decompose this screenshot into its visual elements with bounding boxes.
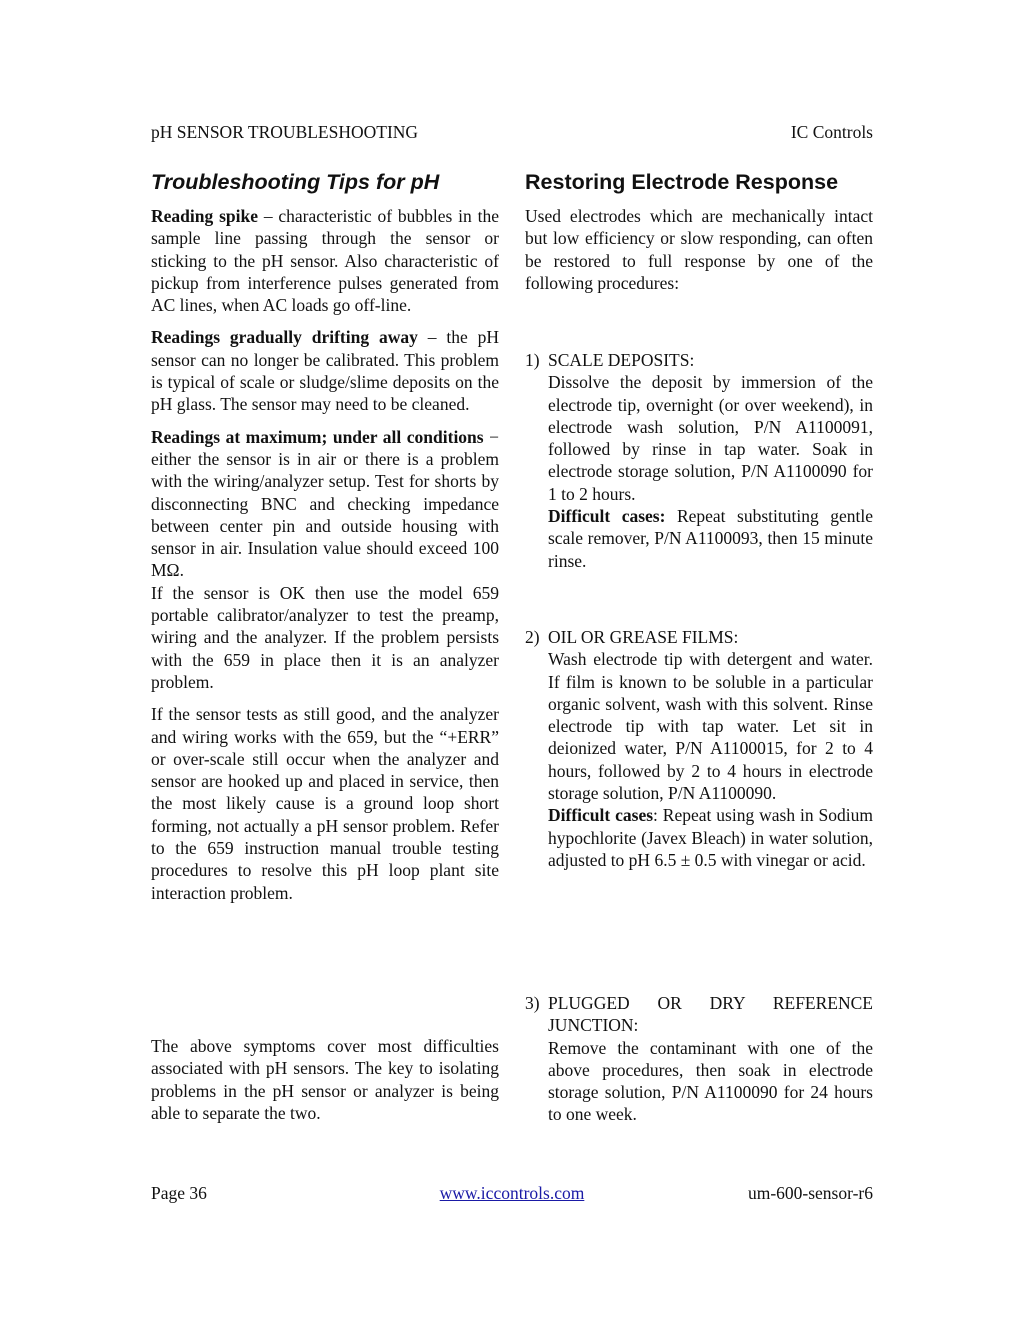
- header-section-title: pH SENSOR TROUBLESHOOTING: [151, 122, 419, 142]
- item-number: 2): [525, 627, 540, 647]
- footer-website-link[interactable]: www.iccontrols.com: [439, 1183, 585, 1203]
- procedure-item-oil-films: [525, 626, 873, 871]
- left-column-title: Troubleshooting Tips for pH: [151, 170, 440, 194]
- paragraph-drifting: Readings gradually drifting away – the pH sensor can no longer be calibrated. This problem is typical of scale or sludge/slime deposits on the pH glass. The sensor may need to be cleaned.: [151, 327, 499, 415]
- paragraph-ground-loop: If the sensor tests as still good, and the analyzer and wiring works with the 659, but the “+ERR” or over-scale still occur when the analyzer and sensor are hooked up and placed in service, then the most likely cause is a ground loop short forming, not actually a pH sensor problem. Refer to the 659 instruction manual trouble testing procedures to resolve this pH loop plant site interaction problem.: [151, 704, 499, 903]
- item-text: Remove the contaminant with one of the above procedures, then soak in electrode storage solution, P/N A1100090 for 24 hours to one week.: [548, 1037, 873, 1125]
- item-text: Dissolve the deposit by immersion of the electrode tip, overnight (or over weekend), in electrode wash solution, P/N A1100091, followed by rinse in tap water. Soak in electrode storage solution, P/N A1100090 for 1 to 2 hours.: [548, 372, 873, 504]
- paragraph-maximum: Readings at maximum; under all conditions − either the sensor is in air or there is a problem with the wiring/analyzer setup. Test for shorts by disconnecting BNC and checking impedance between center pin and outside housing with sensor in air. Insulation value should exceed 100 MΩ.: [151, 426, 499, 581]
- footer-page-number: Page 36: [151, 1183, 207, 1203]
- paragraph-model-659: If the sensor is OK then use the model 659 portable calibrator/analyzer to test the preamp, wiring and the analyzer. If the problem persists with the 659 in place then it is an analyzer problem.: [151, 582, 499, 692]
- left-column: [151, 205, 499, 904]
- item-text: Wash electrode tip with detergent and water. If film is known to be soluble in a particular organic solvent, wash with this solvent. Rinse electrode tip with tap water. Let sit in deionized water, P/N A1100015, for 2 to 4 hours, followed by 2 to 4 hours in electrode storage solution, P/N A1100090.: [548, 649, 873, 804]
- item-number: 1): [525, 350, 540, 370]
- footer-document-id: um-600-sensor-r6: [747, 1183, 873, 1203]
- paragraph-summary: The above symptoms cover most difficulties associated with pH sensors. The key to isolating problems in the pH sensor or analyzer is being able to separate the two.: [151, 1036, 499, 1123]
- term-drifting: Readings gradually drifting away: [151, 327, 418, 348]
- item-difficult-cases: Difficult cases: Repeat substituting gentle scale remover, P/N A1100093, then 15 minute rinse.: [548, 506, 873, 571]
- item-number: 3): [525, 993, 540, 1013]
- procedure-item-scale-deposits: [525, 349, 873, 572]
- item-heading: PLUGGED OR DRY REFERENCE JUNCTION:: [548, 993, 873, 1036]
- paragraph-reading-spike: Reading spike – characteristic of bubbles in the sample line passing through the sensor or sticking to the pH sensor. Also characteristic of pickup from interference pulses generated from AC lines, when AC loads go off-line.: [151, 206, 500, 316]
- restoring-intro: Used electrodes which are mechanically intact but low efficiency or slow responding, can often be restored to full response by one of the following procedures:: [525, 206, 873, 293]
- item-heading: OIL OR GREASE FILMS:: [548, 627, 739, 647]
- header-company: IC Controls: [790, 122, 873, 142]
- procedure-item-reference-junction: [525, 992, 873, 1126]
- term-reading-spike: Reading spike: [151, 206, 258, 226]
- item-heading: SCALE DEPOSITS:: [548, 350, 695, 370]
- term-maximum: Readings at maximum; under all conditions: [151, 426, 484, 447]
- item-difficult-cases: Difficult cases: Repeat using wash in Sodium hypochlorite (Javex Bleach) in water solution, adjusted to pH 6.5 ± 0.5 with vinegar or acid.: [548, 805, 873, 870]
- right-column-title: Restoring Electrode Response: [525, 170, 839, 194]
